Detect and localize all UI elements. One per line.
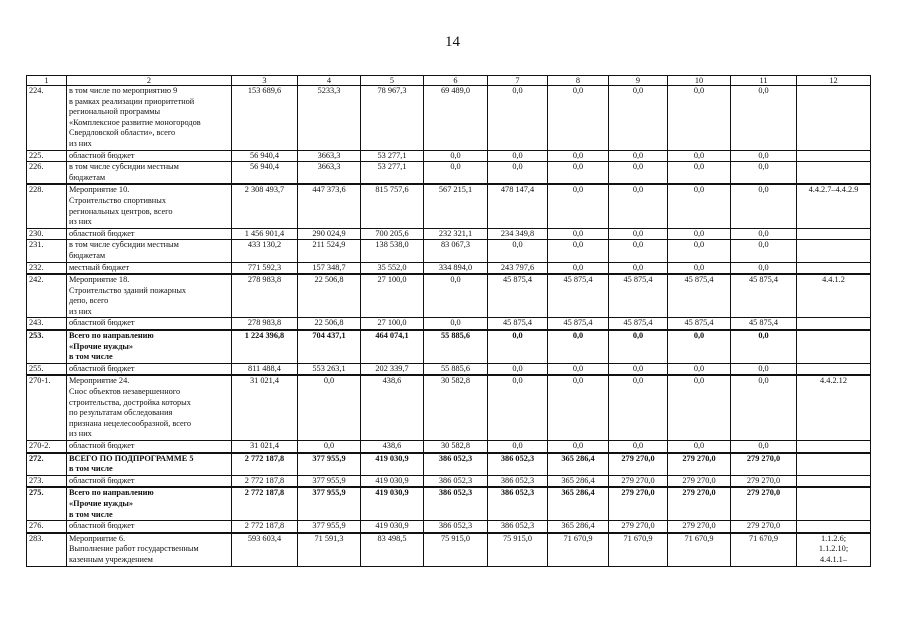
amount-cell: 0,0: [731, 162, 797, 185]
amount-cell: 279 270,0: [609, 487, 668, 520]
page-number: 14: [445, 34, 460, 50]
amount-cell: 0,0: [731, 363, 797, 375]
amount-cell: 464 074,1: [361, 330, 424, 363]
amount-cell: 31 021,4: [232, 375, 298, 440]
table-row: [27, 375, 871, 440]
amount-cell: 386 052,3: [424, 521, 488, 533]
amount-cell: 0,0: [668, 86, 731, 151]
amount-cell: 27 100,0: [361, 274, 424, 318]
amount-cell: 71 670,9: [731, 533, 797, 566]
amount-cell: 771 592,3: [232, 262, 298, 274]
amount-cell: 45 875,4: [731, 274, 797, 318]
reference-cell: 4.4.2.12: [797, 375, 871, 440]
amount-cell: 71 670,9: [668, 533, 731, 566]
description-cell: в том числе субсидии местным бюджетам: [67, 240, 232, 262]
amount-cell: 811 488,4: [232, 363, 298, 375]
budget-table: [26, 75, 871, 567]
amount-cell: 334 894,0: [424, 262, 488, 274]
row-number-cell: 283.: [27, 533, 67, 566]
row-number-cell: 225.: [27, 150, 67, 162]
amount-cell: 22 506,8: [298, 274, 361, 318]
amount-cell: 0,0: [609, 441, 668, 453]
amount-cell: 365 286,4: [548, 453, 609, 476]
amount-cell: 53 277,1: [361, 150, 424, 162]
row-number-cell: 242.: [27, 274, 67, 318]
header-cell: 5: [361, 76, 424, 86]
amount-cell: 0,0: [298, 441, 361, 453]
amount-cell: 0,0: [668, 228, 731, 240]
amount-cell: 419 030,9: [361, 475, 424, 487]
amount-cell: 365 286,4: [548, 475, 609, 487]
amount-cell: 2 772 187,8: [232, 487, 298, 520]
table-row: [27, 162, 871, 185]
amount-cell: 0,0: [609, 363, 668, 375]
description-cell: областной бюджет: [67, 363, 232, 375]
table-row: [27, 150, 871, 162]
amount-cell: 0,0: [668, 184, 731, 228]
description-cell: Всего по направлению «Прочие нужды» в том числе: [67, 487, 232, 520]
amount-cell: 0,0: [548, 240, 609, 262]
amount-cell: 386 052,3: [424, 475, 488, 487]
amount-cell: 279 270,0: [731, 487, 797, 520]
description-cell: областной бюджет: [67, 228, 232, 240]
amount-cell: 0,0: [488, 162, 548, 185]
amount-cell: 0,0: [488, 441, 548, 453]
reference-cell: [797, 150, 871, 162]
amount-cell: 386 052,3: [488, 453, 548, 476]
row-number-cell: 224.: [27, 86, 67, 151]
amount-cell: 365 286,4: [548, 521, 609, 533]
row-number-cell: 253.: [27, 330, 67, 363]
reference-cell: [797, 240, 871, 262]
description-cell: областной бюджет: [67, 521, 232, 533]
amount-cell: 386 052,3: [424, 453, 488, 476]
reference-cell: [797, 86, 871, 151]
amount-cell: 0,0: [609, 184, 668, 228]
amount-cell: 71 670,9: [548, 533, 609, 566]
amount-cell: 0,0: [731, 262, 797, 274]
amount-cell: 234 349,8: [488, 228, 548, 240]
header-row: [27, 76, 871, 86]
amount-cell: 55 885,6: [424, 363, 488, 375]
amount-cell: 0,0: [731, 150, 797, 162]
amount-cell: 45 875,4: [668, 274, 731, 318]
amount-cell: 700 205,6: [361, 228, 424, 240]
amount-cell: 35 552,0: [361, 262, 424, 274]
table-row: [27, 475, 871, 487]
table-row: [27, 363, 871, 375]
amount-cell: 2 772 187,8: [232, 475, 298, 487]
amount-cell: 478 147,4: [488, 184, 548, 228]
table-row: [27, 318, 871, 330]
amount-cell: 45 875,4: [731, 318, 797, 330]
header-cell: 7: [488, 76, 548, 86]
amount-cell: 278 983,8: [232, 318, 298, 330]
amount-cell: 202 339,7: [361, 363, 424, 375]
amount-cell: 0,0: [609, 150, 668, 162]
table-row: [27, 274, 871, 318]
row-number-cell: 270-1.: [27, 375, 67, 440]
amount-cell: 0,0: [548, 150, 609, 162]
row-number-cell: 230.: [27, 228, 67, 240]
amount-cell: 83 067,3: [424, 240, 488, 262]
description-cell: Всего по направлению «Прочие нужды» в том числе: [67, 330, 232, 363]
reference-cell: [797, 330, 871, 363]
amount-cell: 278 983,8: [232, 274, 298, 318]
row-number-cell: 276.: [27, 521, 67, 533]
amount-cell: 0,0: [731, 240, 797, 262]
amount-cell: 386 052,3: [488, 487, 548, 520]
amount-cell: 815 757,6: [361, 184, 424, 228]
amount-cell: 0,0: [668, 150, 731, 162]
reference-cell: [797, 487, 871, 520]
amount-cell: 45 875,4: [609, 274, 668, 318]
amount-cell: 0,0: [548, 375, 609, 440]
amount-cell: 0,0: [424, 150, 488, 162]
amount-cell: 0,0: [668, 441, 731, 453]
row-number-cell: 226.: [27, 162, 67, 185]
amount-cell: 45 875,4: [488, 318, 548, 330]
amount-cell: 279 270,0: [609, 453, 668, 476]
header-cell: 6: [424, 76, 488, 86]
amount-cell: 2 772 187,8: [232, 453, 298, 476]
amount-cell: 377 955,9: [298, 453, 361, 476]
table-row: [27, 240, 871, 262]
amount-cell: 553 263,1: [298, 363, 361, 375]
amount-cell: 377 955,9: [298, 521, 361, 533]
amount-cell: 0,0: [731, 375, 797, 440]
amount-cell: 593 603,4: [232, 533, 298, 566]
table-row: [27, 86, 871, 151]
header-cell: 2: [67, 76, 232, 86]
header-cell: 3: [232, 76, 298, 86]
amount-cell: 279 270,0: [609, 521, 668, 533]
description-cell: в том числе по мероприятию 9 в рамках реализации приоритетной региональной программы «Комплексное развитие моногородов Свердловской области», всего из них: [67, 86, 232, 151]
header-cell: 12: [797, 76, 871, 86]
amount-cell: 2 772 187,8: [232, 521, 298, 533]
amount-cell: 69 489,0: [424, 86, 488, 151]
amount-cell: 75 915,0: [488, 533, 548, 566]
amount-cell: 0,0: [548, 228, 609, 240]
table-row: [27, 330, 871, 363]
row-number-cell: 228.: [27, 184, 67, 228]
amount-cell: 30 582,8: [424, 441, 488, 453]
amount-cell: 0,0: [488, 375, 548, 440]
amount-cell: 0,0: [424, 318, 488, 330]
amount-cell: 0,0: [731, 184, 797, 228]
header-cell: 1: [27, 76, 67, 86]
amount-cell: 279 270,0: [731, 453, 797, 476]
table-row: [27, 533, 871, 566]
amount-cell: 0,0: [548, 330, 609, 363]
table-row: [27, 487, 871, 520]
description-cell: Мероприятие 18. Строительство зданий пожарных депо, всего из них: [67, 274, 232, 318]
amount-cell: 45 875,4: [609, 318, 668, 330]
amount-cell: 0,0: [488, 363, 548, 375]
row-number-cell: 275.: [27, 487, 67, 520]
amount-cell: 0,0: [731, 86, 797, 151]
amount-cell: 0,0: [488, 150, 548, 162]
reference-cell: 4.4.2.7–4.4.2.9: [797, 184, 871, 228]
description-cell: Мероприятие 6. Выполнение работ государственным казенным учреждением: [67, 533, 232, 566]
amount-cell: 232 321,1: [424, 228, 488, 240]
amount-cell: 419 030,9: [361, 487, 424, 520]
amount-cell: 0,0: [548, 162, 609, 185]
description-cell: областной бюджет: [67, 475, 232, 487]
reference-cell: [797, 162, 871, 185]
description-cell: Мероприятие 10. Строительство спортивных региональных центров, всего из них: [67, 184, 232, 228]
amount-cell: 71 670,9: [609, 533, 668, 566]
amount-cell: 27 100,0: [361, 318, 424, 330]
amount-cell: 567 215,1: [424, 184, 488, 228]
amount-cell: 279 270,0: [668, 487, 731, 520]
amount-cell: 377 955,9: [298, 475, 361, 487]
amount-cell: 0,0: [668, 162, 731, 185]
amount-cell: 78 967,3: [361, 86, 424, 151]
amount-cell: 0,0: [731, 330, 797, 363]
amount-cell: 0,0: [668, 330, 731, 363]
reference-cell: [797, 228, 871, 240]
table-row: [27, 441, 871, 453]
amount-cell: 3663,3: [298, 162, 361, 185]
amount-cell: 157 348,7: [298, 262, 361, 274]
amount-cell: 45 875,4: [488, 274, 548, 318]
description-cell: областной бюджет: [67, 150, 232, 162]
amount-cell: 386 052,3: [424, 487, 488, 520]
table-row: [27, 184, 871, 228]
header-cell: 8: [548, 76, 609, 86]
amount-cell: 75 915,0: [424, 533, 488, 566]
amount-cell: 0,0: [548, 184, 609, 228]
reference-cell: 4.4.1.2: [797, 274, 871, 318]
amount-cell: 243 797,6: [488, 262, 548, 274]
amount-cell: 1 456 901,4: [232, 228, 298, 240]
table-row: [27, 521, 871, 533]
amount-cell: 0,0: [609, 228, 668, 240]
description-cell: областной бюджет: [67, 441, 232, 453]
amount-cell: 279 270,0: [731, 475, 797, 487]
row-number-cell: 270-2.: [27, 441, 67, 453]
amount-cell: 279 270,0: [609, 475, 668, 487]
description-cell: Мероприятие 24. Снос объектов незавершенного строительства, достройка которых по результатам обследования признана нецелесообразной, всего из них: [67, 375, 232, 440]
amount-cell: 419 030,9: [361, 453, 424, 476]
amount-cell: 45 875,4: [548, 274, 609, 318]
amount-cell: 279 270,0: [668, 453, 731, 476]
reference-cell: 1.1.2.6; 1.1.2.10; 4.4.1.1–: [797, 533, 871, 566]
amount-cell: 83 498,5: [361, 533, 424, 566]
amount-cell: 0,0: [548, 86, 609, 151]
amount-cell: 0,0: [424, 274, 488, 318]
amount-cell: 0,0: [731, 441, 797, 453]
amount-cell: 0,0: [609, 240, 668, 262]
amount-cell: 0,0: [548, 441, 609, 453]
table-body: [27, 76, 871, 567]
amount-cell: 0,0: [668, 375, 731, 440]
amount-cell: 56 940,4: [232, 150, 298, 162]
amount-cell: 419 030,9: [361, 521, 424, 533]
row-number-cell: 255.: [27, 363, 67, 375]
reference-cell: [797, 262, 871, 274]
amount-cell: 55 885,6: [424, 330, 488, 363]
reference-cell: [797, 363, 871, 375]
amount-cell: 211 524,9: [298, 240, 361, 262]
header-cell: 10: [668, 76, 731, 86]
row-number-cell: 272.: [27, 453, 67, 476]
amount-cell: 279 270,0: [731, 521, 797, 533]
amount-cell: 377 955,9: [298, 487, 361, 520]
amount-cell: 704 437,1: [298, 330, 361, 363]
amount-cell: 0,0: [668, 262, 731, 274]
table-row: [27, 453, 871, 476]
amount-cell: 5233,3: [298, 86, 361, 151]
amount-cell: 438,6: [361, 375, 424, 440]
reference-cell: [797, 318, 871, 330]
amount-cell: 365 286,4: [548, 487, 609, 520]
amount-cell: 0,0: [424, 162, 488, 185]
amount-cell: 0,0: [609, 86, 668, 151]
description-cell: ВСЕГО ПО ПОДПРОГРАММЕ 5 в том числе: [67, 453, 232, 476]
amount-cell: 0,0: [548, 262, 609, 274]
amount-cell: 53 277,1: [361, 162, 424, 185]
amount-cell: 1 224 396,8: [232, 330, 298, 363]
reference-cell: [797, 475, 871, 487]
amount-cell: 386 052,3: [488, 475, 548, 487]
amount-cell: 433 130,2: [232, 240, 298, 262]
description-cell: областной бюджет: [67, 318, 232, 330]
amount-cell: 0,0: [488, 330, 548, 363]
reference-cell: [797, 453, 871, 476]
amount-cell: 0,0: [609, 262, 668, 274]
amount-cell: 0,0: [609, 330, 668, 363]
amount-cell: 22 506,8: [298, 318, 361, 330]
amount-cell: 31 021,4: [232, 441, 298, 453]
amount-cell: 447 373,6: [298, 184, 361, 228]
amount-cell: 138 538,0: [361, 240, 424, 262]
amount-cell: 0,0: [488, 86, 548, 151]
amount-cell: 290 024,9: [298, 228, 361, 240]
amount-cell: 56 940,4: [232, 162, 298, 185]
row-number-cell: 273.: [27, 475, 67, 487]
amount-cell: 438,6: [361, 441, 424, 453]
reference-cell: [797, 441, 871, 453]
amount-cell: 0,0: [668, 240, 731, 262]
row-number-cell: 243.: [27, 318, 67, 330]
description-cell: местный бюджет: [67, 262, 232, 274]
amount-cell: 71 591,3: [298, 533, 361, 566]
amount-cell: 153 689,6: [232, 86, 298, 151]
amount-cell: 0,0: [609, 375, 668, 440]
amount-cell: 386 052,3: [488, 521, 548, 533]
row-number-cell: 231.: [27, 240, 67, 262]
amount-cell: 30 582,8: [424, 375, 488, 440]
amount-cell: 279 270,0: [668, 475, 731, 487]
amount-cell: 0,0: [609, 162, 668, 185]
amount-cell: 3663,3: [298, 150, 361, 162]
amount-cell: 45 875,4: [548, 318, 609, 330]
amount-cell: 279 270,0: [668, 521, 731, 533]
header-cell: 9: [609, 76, 668, 86]
amount-cell: 0,0: [731, 228, 797, 240]
reference-cell: [797, 521, 871, 533]
description-cell: в том числе субсидии местным бюджетам: [67, 162, 232, 185]
amount-cell: 45 875,4: [668, 318, 731, 330]
amount-cell: 0,0: [488, 240, 548, 262]
header-cell: 4: [298, 76, 361, 86]
amount-cell: 0,0: [548, 363, 609, 375]
table-row: [27, 228, 871, 240]
header-cell: 11: [731, 76, 797, 86]
amount-cell: 2 308 493,7: [232, 184, 298, 228]
amount-cell: 0,0: [668, 363, 731, 375]
row-number-cell: 232.: [27, 262, 67, 274]
table-row: [27, 262, 871, 274]
amount-cell: 0,0: [298, 375, 361, 440]
